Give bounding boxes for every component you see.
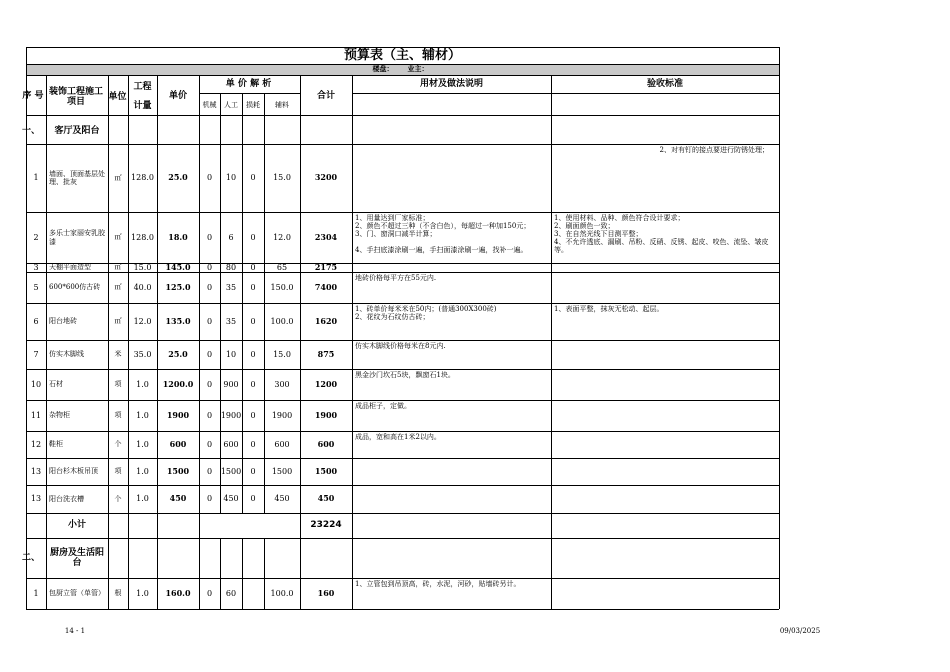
- rows-price-cell: 450: [169, 493, 187, 504]
- grid-hline: [26, 340, 779, 341]
- footer-date: 09/03/2025: [779, 626, 821, 635]
- rows-unit-cell: 项: [114, 411, 122, 420]
- rows-name-cell: 600*600仿古砖: [49, 283, 101, 292]
- rows-total-cell: 1900: [314, 409, 338, 420]
- rows-accept-cell: [551, 431, 779, 458]
- grid-vline: [199, 75, 200, 609]
- rows-loss-cell: 0: [250, 173, 256, 183]
- rows-accept-cell: [551, 272, 779, 303]
- rows-material-cell: [352, 485, 551, 513]
- rows2-machine-cell: 0: [206, 588, 213, 598]
- grid-hline: [26, 47, 779, 48]
- rows2-no-cell: 1: [33, 588, 39, 598]
- sheet-title: 预算表（主、辅材）: [343, 48, 461, 63]
- rows-material-cell: [352, 263, 551, 272]
- rows-accept-cell: 2、对有钉的接点要进行防锈处理；: [659, 146, 769, 154]
- rows-labor-cell: 80: [225, 263, 237, 272]
- grid-hline: [26, 303, 779, 304]
- rows-machine-cell: 0: [206, 439, 213, 449]
- rows-no-cell: 10: [30, 379, 42, 389]
- header-qty-top: 工程: [133, 81, 152, 92]
- rows-no-cell: 5: [33, 282, 39, 292]
- rows2-aux-cell: 100.0: [270, 588, 294, 598]
- rows-total-cell: 2175: [314, 263, 338, 272]
- header-seq: 序 号: [22, 90, 44, 101]
- rows2-unit-cell: 根: [114, 589, 122, 598]
- rows-labor-cell: 35: [225, 282, 237, 292]
- rows2-name-cell: 包厨立管（单管）: [49, 589, 105, 598]
- rows-name-cell: 鞋柜: [49, 440, 63, 449]
- grid-hline: [26, 431, 779, 432]
- rows-accept-cell: [551, 458, 779, 485]
- section2-name: 厨房及生活阳台: [49, 547, 104, 568]
- rows-name-cell: 阳台地砖: [49, 317, 77, 326]
- rows-loss-cell: 0: [250, 379, 256, 389]
- rows-loss-cell: 0: [250, 494, 256, 504]
- rows-aux-cell: 450: [274, 494, 290, 504]
- header-materials: 用材及做法说明: [419, 79, 483, 90]
- grid-vline: [264, 538, 265, 609]
- rows-qty-cell: 35.0: [133, 349, 152, 359]
- rows-labor-cell: 35: [225, 316, 237, 326]
- rows-accept-cell: [551, 485, 779, 513]
- header-unit: 单位: [108, 91, 127, 102]
- rows-aux-cell: 12.0: [273, 232, 291, 242]
- rows-aux-cell: 1500: [271, 466, 293, 476]
- grid-hline: [26, 64, 779, 65]
- header-item: 装饰工程施工项目: [48, 86, 103, 107]
- rows-unit-cell: 项: [114, 467, 122, 476]
- grid-hline: [26, 485, 779, 486]
- rows-material-cell: 1、用量达到厂家标准； 2、颜色不超过三种（不含白色），每超过一种加150元； 3、门、窗洞口减半计算； 4、手扫底漆涂刷一遍，手扫面漆涂刷一遍，找补一遍。: [355, 214, 531, 255]
- rows-aux-cell: 100.0: [270, 316, 294, 326]
- rows-total-cell: 1200: [314, 378, 338, 389]
- grid-hline: [26, 144, 779, 145]
- header-acceptance: 验收标准: [646, 79, 683, 90]
- rows-price-cell: 25.0: [168, 348, 188, 359]
- rows-no-cell: 11: [30, 410, 42, 420]
- rows-no-cell: 7: [33, 349, 39, 359]
- grid-hline: [352, 93, 779, 94]
- rows-name-cell: 阳台杉木板吊顶: [49, 467, 98, 476]
- rows-price-cell: 1900: [166, 409, 190, 420]
- grid-vline: [128, 75, 129, 609]
- rows-labor-cell: 900: [223, 379, 239, 389]
- rows-aux-cell: 15.0: [273, 349, 291, 359]
- grid-vline: [300, 75, 301, 609]
- subtotal-total: 23224: [310, 520, 342, 531]
- rows-no-cell: 13: [30, 494, 42, 504]
- rows-material-cell: 成品，宽和高在1米2以内。: [355, 433, 441, 441]
- header-qty-bottom: 计量: [133, 100, 152, 111]
- rows-machine-cell: 0: [206, 494, 213, 504]
- rows-qty-cell: 15.0: [133, 263, 152, 272]
- rows-machine-cell: 0: [206, 379, 213, 389]
- rows-total-cell: 450: [317, 493, 335, 504]
- rows-loss-cell: 0: [250, 439, 256, 449]
- rows-qty-cell: 1.0: [136, 494, 149, 504]
- rows-labor-cell: 1900: [220, 410, 242, 420]
- header-breakdown: 单 价 解 析: [225, 79, 272, 90]
- rows-qty-cell: 1.0: [136, 439, 149, 449]
- rows-no-cell: 6: [33, 316, 39, 326]
- grid-hline: [26, 609, 779, 610]
- rows-labor-cell: 450: [223, 494, 239, 504]
- grid-hline: [26, 75, 779, 76]
- rows-loss-cell: 0: [250, 282, 256, 292]
- rows-material-cell: 1、砖单价每米米在50内；(普通300X300砖) 2、花纹为石纹仿古砖；: [355, 305, 497, 322]
- grid-vline: [157, 75, 158, 609]
- grid-hline: [26, 578, 779, 579]
- rows-qty-cell: 1.0: [136, 379, 149, 389]
- rows-total-cell: 3200: [314, 172, 338, 183]
- rows-accept-cell: 1、使用材料、品种、颜色符合设计要求； 2、刷面颜色一致； 3、在自然光线下目测平整； 4、不允许透底、漏刷、吊粉、反硝、反锈、起皮、咬色、流坠、皱皮等。: [554, 214, 769, 255]
- rows-name-cell: 杂物柜: [49, 411, 70, 420]
- rows2-labor-cell: 60: [225, 588, 237, 598]
- rows-price-cell: 145.0: [165, 263, 191, 272]
- rows-unit-cell: ㎡: [114, 173, 122, 182]
- rows-accept-cell: [551, 340, 779, 369]
- grid-vline: [551, 75, 552, 609]
- owner-label: 业主：: [407, 65, 429, 74]
- grid-vline: [46, 75, 47, 609]
- grid-vline: [264, 93, 265, 513]
- rows-no-cell: 3: [33, 263, 39, 272]
- rows2-total-cell: 160: [317, 587, 335, 598]
- rows-no-cell: 12: [30, 439, 42, 449]
- rows-machine-cell: 0: [206, 466, 213, 476]
- rows-unit-cell: 个: [114, 494, 122, 503]
- grid-vline: [26, 47, 27, 609]
- rows2-qty-cell: 1.0: [136, 588, 149, 598]
- rows-aux-cell: 600: [274, 439, 290, 449]
- rows-unit-cell: ㎡: [114, 317, 122, 326]
- rows-material-cell: 成品柜子，定做。: [355, 402, 411, 410]
- rows-unit-cell: 项: [114, 380, 122, 389]
- grid-hline: [26, 115, 779, 116]
- rows-aux-cell: 1900: [271, 410, 293, 420]
- rows-name-cell: 墙面、顶面基层处理、批灰: [49, 169, 105, 186]
- grid-vline: [108, 75, 109, 609]
- rows-labor-cell: 600: [223, 439, 239, 449]
- rows-qty-cell: 1.0: [136, 466, 149, 476]
- grid-hline: [26, 369, 779, 370]
- grid-vline: [242, 538, 243, 609]
- grid-vline: [779, 47, 780, 609]
- header-loss: 损耗: [246, 100, 260, 109]
- rows-material-cell: 仿实木脚线价格每米在8元内.: [355, 342, 446, 350]
- rows2-loss-cell: [242, 578, 264, 609]
- rows-loss-cell: 0: [250, 232, 256, 242]
- grid-hline: [26, 212, 779, 213]
- grid-vline: [242, 93, 243, 513]
- rows-unit-cell: ㎡: [114, 283, 122, 292]
- rows-machine-cell: 0: [206, 282, 213, 292]
- rows-labor-cell: 10: [225, 349, 237, 359]
- rows-aux-cell: 150.0: [270, 282, 294, 292]
- rows-qty-cell: 1.0: [136, 410, 149, 420]
- rows-unit-cell: 米: [114, 350, 122, 359]
- rows-unit-cell: ㎡: [114, 263, 122, 272]
- rows-machine-cell: 0: [206, 349, 213, 359]
- rows-price-cell: 135.0: [165, 315, 191, 326]
- rows-price-cell: 1200.0: [162, 378, 194, 389]
- rows-total-cell: 1500: [314, 465, 338, 476]
- rows-labor-cell: 1500: [220, 466, 242, 476]
- rows-price-cell: 600: [169, 438, 187, 449]
- rows-qty-cell: 12.0: [133, 316, 152, 326]
- rows-price-cell: 1500: [166, 465, 190, 476]
- rows-material-cell: 黑金沙门坎石5块，飘窗石1块。: [355, 371, 455, 379]
- grid-hline: [26, 538, 779, 539]
- rows-aux-cell: 65: [276, 263, 288, 272]
- rows-no-cell: 2: [33, 232, 39, 242]
- section1-name: 客厅及阳台: [54, 125, 100, 136]
- grid-vline: [220, 538, 221, 609]
- grid-hline: [26, 263, 779, 264]
- footer-page: 14 - 1: [64, 626, 86, 635]
- rows-total-cell: 7400: [314, 281, 338, 292]
- rows-machine-cell: 0: [206, 263, 213, 272]
- rows-aux-cell: 300: [274, 379, 290, 389]
- subtotal-label: 小计: [67, 520, 86, 531]
- rows-name-cell: 阳台洗衣槽: [49, 494, 84, 503]
- rows-name-cell: 仿实木脚线: [49, 350, 84, 359]
- grid-vline: [220, 93, 221, 513]
- rows-material-cell: [352, 144, 551, 212]
- section2-number: 二、: [21, 552, 40, 563]
- rows-accept-cell: 1、表面平整，抹灰无松动、起层。: [554, 305, 664, 313]
- rows-unit-cell: 个: [114, 440, 122, 449]
- rows-loss-cell: 0: [250, 316, 256, 326]
- rows2-accept-cell: [551, 578, 779, 609]
- rows-name-cell: 多乐士家丽安乳胶漆: [49, 229, 105, 246]
- rows-name-cell: 石材: [49, 380, 63, 389]
- rows-no-cell: 1: [33, 173, 39, 183]
- rows-labor-cell: 10: [225, 173, 237, 183]
- header-machine: 机械: [202, 100, 217, 109]
- header-total: 合计: [316, 91, 335, 102]
- rows-price-cell: 18.0: [168, 231, 188, 242]
- rows-no-cell: 13: [30, 466, 42, 476]
- rows2-material-cell: 1、立管包到吊顶高，砖，水泥，河砂，贴墙砖另计。: [355, 580, 521, 588]
- rows-price-cell: 125.0: [165, 281, 191, 292]
- rows-machine-cell: 0: [206, 316, 213, 326]
- rows-material-cell: [352, 458, 551, 485]
- rows-total-cell: 2304: [314, 231, 338, 242]
- header-labor: 人工: [224, 100, 238, 109]
- header-price: 单价: [168, 91, 187, 102]
- rows-loss-cell: 0: [250, 349, 256, 359]
- rows-qty-cell: 128.0: [131, 173, 154, 183]
- rows-qty-cell: 40.0: [133, 282, 152, 292]
- rows-total-cell: 600: [317, 438, 335, 449]
- rows-total-cell: 875: [317, 348, 335, 359]
- header-aux: 辅料: [275, 100, 289, 109]
- section1-number: 一、: [21, 125, 40, 136]
- grid-hline: [199, 93, 300, 94]
- grid-hline: [26, 272, 779, 273]
- grid-hline: [26, 400, 779, 401]
- grid-vline: [352, 75, 353, 609]
- rows-aux-cell: 15.0: [273, 173, 291, 183]
- rows2-price-cell: 160.0: [165, 587, 191, 598]
- rows-machine-cell: 0: [206, 173, 213, 183]
- building-label: 楼盘：: [372, 65, 394, 74]
- rows-accept-cell: [551, 369, 779, 400]
- rows-loss-cell: 0: [250, 410, 256, 420]
- grid-hline: [26, 458, 779, 459]
- rows-loss-cell: 0: [250, 263, 256, 272]
- grid-hline: [26, 513, 779, 514]
- rows-labor-cell: 6: [228, 232, 234, 242]
- rows-price-cell: 25.0: [168, 172, 188, 183]
- rows-total-cell: 1620: [314, 315, 338, 326]
- rows-material-cell: 地砖价格每平方在55元内.: [355, 274, 437, 282]
- rows-machine-cell: 0: [206, 410, 213, 420]
- rows-name-cell: 天棚平面造型: [49, 263, 91, 272]
- rows-accept-cell: [551, 400, 779, 431]
- rows-qty-cell: 128.0: [131, 232, 154, 242]
- rows-unit-cell: ㎡: [114, 233, 122, 242]
- rows-machine-cell: 0: [206, 232, 213, 242]
- rows-loss-cell: 0: [250, 466, 256, 476]
- rows-accept-cell: [551, 263, 779, 272]
